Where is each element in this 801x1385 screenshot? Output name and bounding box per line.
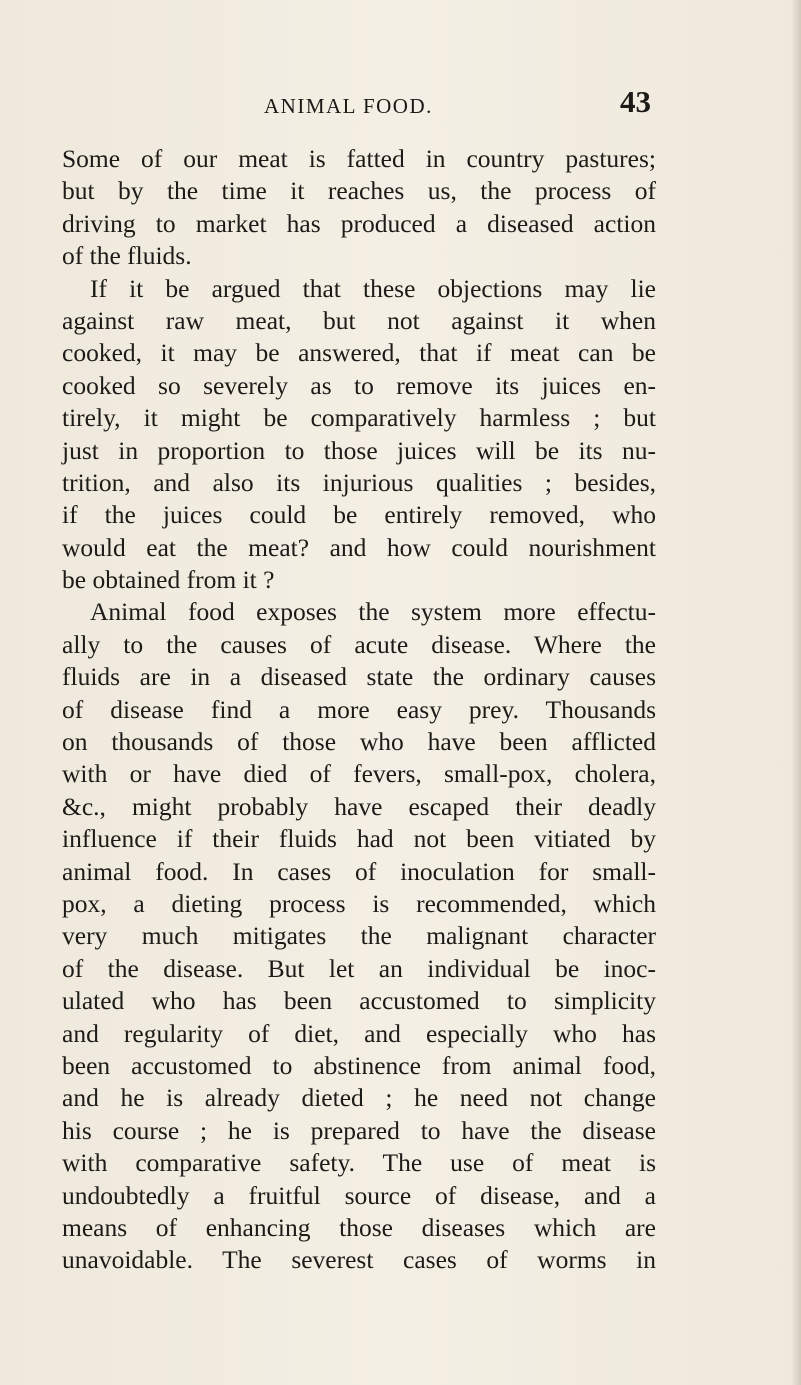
text-line: cooked so severely as to remove its juices en- — [62, 370, 656, 400]
running-head: ANIMAL FOOD. — [264, 94, 433, 118]
page-number: 43 — [620, 84, 651, 119]
text-line: If it be argued that these objections may lie — [90, 273, 656, 303]
text-line: would eat the meat? and how could nourishment — [62, 532, 656, 562]
text-line: means of enhancing those diseases which are — [62, 1212, 656, 1242]
text-line: with comparative safety. The use of meat is — [62, 1148, 656, 1178]
text-line: cooked, it may be answered, that if meat can be — [62, 338, 656, 368]
page-edge-shadow — [791, 0, 801, 1385]
text-line: against raw meat, but not against it when — [62, 305, 656, 335]
text-line: Some of our meat is fatted in country pastures; — [62, 144, 656, 173]
text-line: trition, and also its injurious qualities ; besides, — [62, 467, 656, 497]
text-line: and regularity of diet, and especially who has — [62, 1018, 656, 1048]
text-line: fluids are in a diseased state the ordinary causes — [62, 662, 656, 692]
text-line: of disease find a more easy prey. Thousands — [62, 694, 656, 724]
text-line: with or have died of fevers, small-pox, cholera, — [62, 759, 656, 789]
text-line: his course ; he is prepared to have the disease — [62, 1115, 656, 1145]
text-line: be obtained from it ? — [62, 565, 275, 595]
page-header — [0, 84, 801, 124]
text-line: ulated who has been accustomed to simplicity — [62, 986, 656, 1016]
body-text — [62, 143, 656, 1277]
text-line: but by the time it reaches us, the process of — [62, 176, 656, 206]
text-line: just in proportion to those juices will be its nu- — [62, 435, 656, 465]
text-line: been accustomed to abstinence from animal food, — [62, 1050, 656, 1080]
text-line: unavoidable. The severest cases of worms in — [62, 1245, 656, 1275]
text-line: on thousands of those who have been afflicted — [62, 727, 656, 757]
text-line: &c., might probably have escaped their deadly — [62, 791, 656, 821]
text-line: of the fluids. — [62, 241, 192, 271]
text-line: influence if their fluids had not been vitiated by — [62, 824, 656, 854]
text-line: animal food. In cases of inoculation for small- — [62, 856, 656, 886]
text-line: and he is already dieted ; he need not change — [62, 1083, 656, 1113]
text-line: of the disease. But let an individual be inoc- — [62, 953, 656, 983]
text-line: undoubtedly a fruitful source of disease, and a — [62, 1180, 656, 1210]
text-line: Animal food exposes the system more effectu- — [90, 597, 656, 627]
text-line: tirely, it might be comparatively harmless ; but — [62, 403, 656, 433]
text-line: driving to market has produced a diseased action — [62, 208, 656, 238]
text-line: pox, a dieting process is recommended, which — [62, 888, 656, 918]
text-line: ally to the causes of acute disease. Where the — [62, 629, 656, 659]
text-line: if the juices could be entirely removed, who — [62, 500, 656, 530]
text-line: very much mitigates the malignant character — [62, 921, 656, 951]
